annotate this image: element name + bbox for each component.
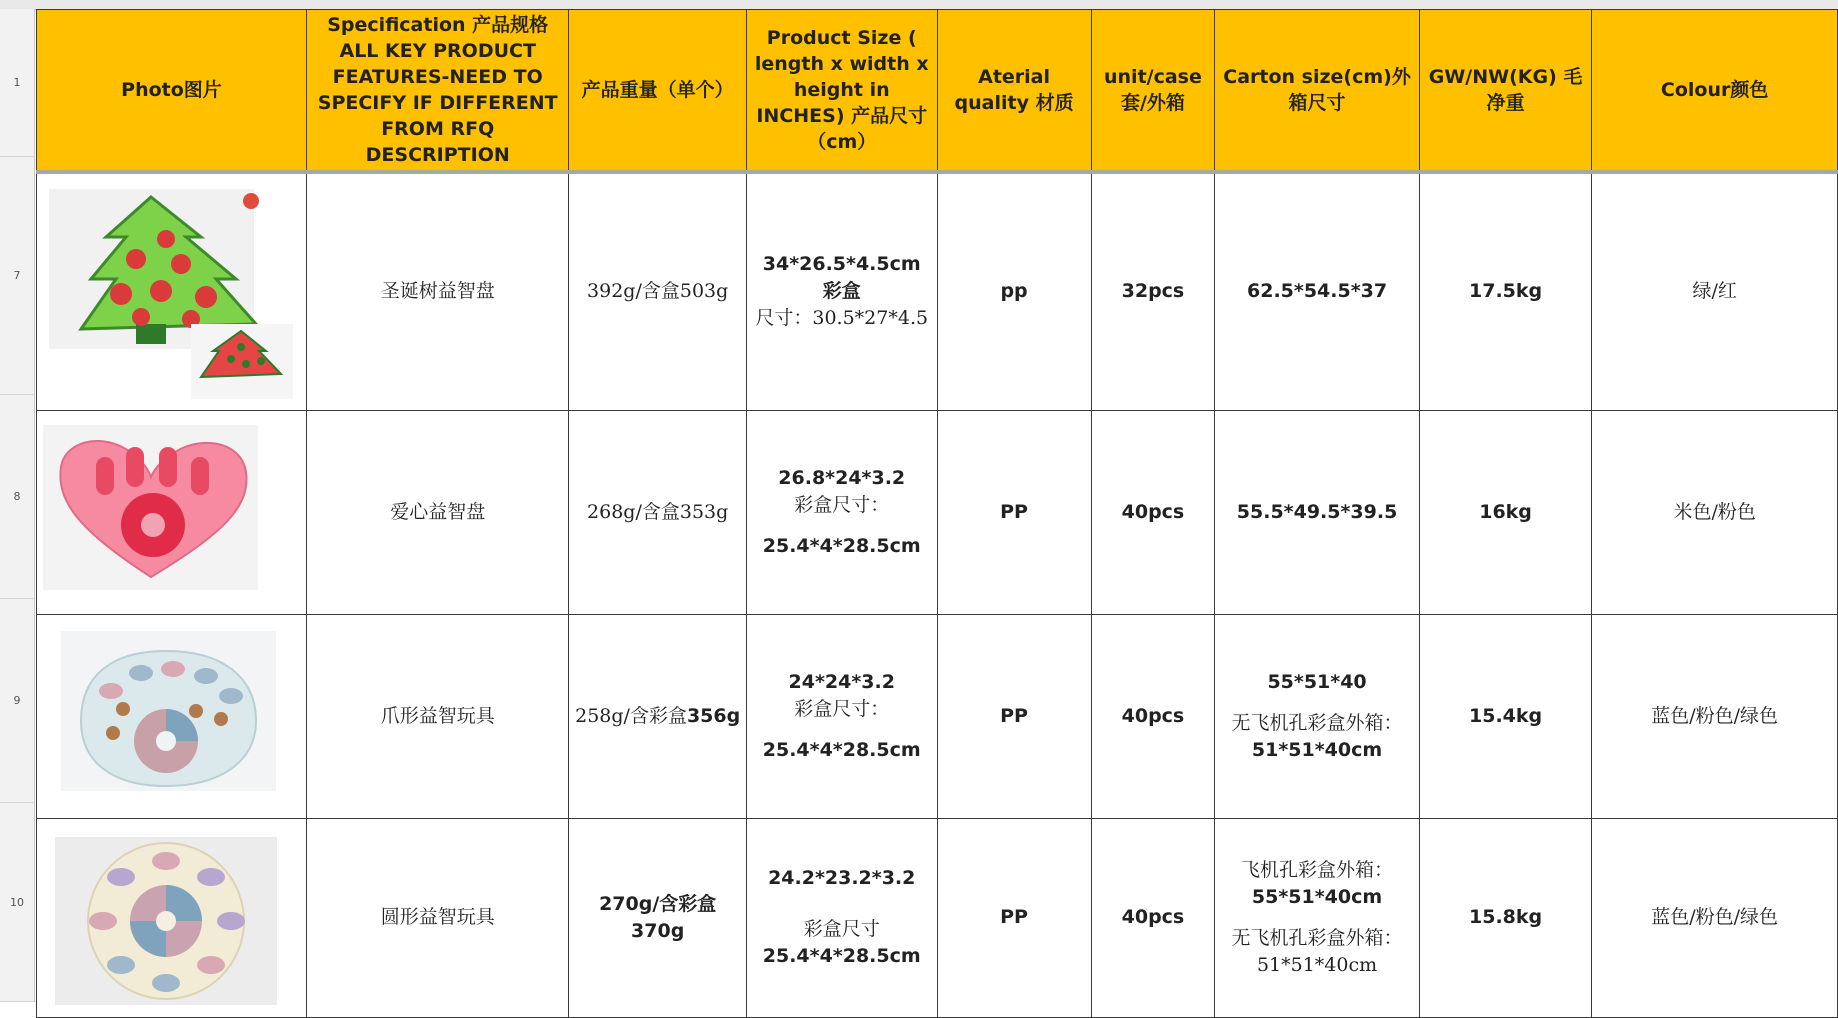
carton-cell[interactable] — [1215, 818, 1420, 1017]
spec-cell[interactable]: 爱心益智盘 — [306, 410, 568, 614]
spacer — [1219, 911, 1415, 925]
header-spec[interactable]: Specification 产品规格 ALL KEY PRODUCT FEATURES-NEED TO SPECIFY IF DIFFERENT FROM RFQ DESCRIPTION — [306, 10, 568, 173]
size-line: 25.4*4*28.5cm — [762, 534, 921, 557]
size-line: 彩盒尺寸： — [794, 697, 890, 720]
row-number[interactable]: 1 — [0, 9, 35, 157]
carton-line: 51*51*40cm — [1256, 953, 1378, 976]
colour-cell[interactable]: 米色/粉色 — [1592, 410, 1838, 614]
header-unit[interactable]: unit/case 套/外箱 — [1091, 10, 1215, 173]
weight-cell[interactable]: 392g/含盒503g — [569, 172, 746, 410]
header-colour[interactable]: Colour颜色 — [1592, 10, 1838, 173]
unit-cell[interactable]: 32pcs — [1091, 172, 1215, 410]
header-material[interactable]: Aterial quality 材质 — [937, 10, 1091, 173]
gw-cell[interactable]: 15.8kg — [1419, 818, 1592, 1017]
paw-puzzle-feeder-icon — [41, 621, 301, 811]
size-line: 25.4*4*28.5cm — [762, 738, 921, 761]
size-line: 24*24*3.2 — [788, 670, 895, 693]
material-cell[interactable]: PP — [937, 614, 1091, 818]
carton-line: 55*51*40 — [1267, 670, 1367, 693]
spreadsheet-table — [36, 9, 1838, 1018]
weight-cell[interactable]: 270g/含彩盒370g — [569, 818, 746, 1017]
photo-cell[interactable] — [37, 410, 307, 614]
table-row — [37, 172, 1838, 410]
gw-cell[interactable]: 17.5kg — [1419, 172, 1592, 410]
spacer — [1219, 696, 1415, 710]
weight-cell[interactable] — [569, 614, 746, 818]
material-cell[interactable]: PP — [937, 818, 1091, 1017]
size-line: 尺寸：30.5*27*4.5 — [755, 307, 929, 330]
carton-line: 51*51*40cm — [1251, 738, 1383, 761]
size-cell[interactable] — [746, 172, 937, 410]
table-row — [37, 614, 1838, 818]
spec-cell[interactable]: 圣诞树益智盘 — [306, 172, 568, 410]
round-puzzle-feeder-icon — [41, 825, 301, 1010]
photo-cell[interactable] — [37, 172, 307, 410]
size-line: 34*26.5*4.5cm 彩盒 — [762, 253, 921, 303]
carton-line: 55*51*40cm — [1251, 885, 1383, 908]
size-line: 25.4*4*28.5cm — [762, 945, 921, 967]
row-number[interactable]: 10 — [0, 803, 35, 1002]
unit-cell[interactable]: 40pcs — [1091, 410, 1215, 614]
spec-cell[interactable]: 圆形益智玩具 — [306, 818, 568, 1017]
spacer — [751, 723, 933, 737]
spec-cell[interactable]: 爪形益智玩具 — [306, 614, 568, 818]
gw-cell[interactable]: 16kg — [1419, 410, 1592, 614]
material-cell[interactable]: pp — [937, 172, 1091, 410]
size-cell[interactable] — [746, 614, 937, 818]
spacer — [751, 892, 933, 916]
header-gw[interactable]: GW/NW(KG) 毛净重 — [1419, 10, 1592, 173]
row-number[interactable]: 9 — [0, 599, 35, 803]
header-photo[interactable]: Photo图片 — [37, 10, 307, 173]
colour-cell[interactable]: 蓝色/粉色/绿色 — [1592, 818, 1838, 1017]
size-line: 彩盒尺寸： — [794, 493, 890, 516]
unit-cell[interactable]: 40pcs — [1091, 818, 1215, 1017]
size-line: 24.2*23.2*3.2 — [768, 867, 916, 889]
colour-cell[interactable]: 绿/红 — [1592, 172, 1838, 410]
christmas-tree-puzzle-feeder-icon — [41, 179, 301, 404]
weight-cell[interactable]: 268g/含盒353g — [569, 410, 746, 614]
carton-line: 无飞机孔彩盒外箱： — [1231, 926, 1403, 949]
carton-line: 飞机孔彩盒外箱： — [1241, 858, 1394, 881]
header-carton[interactable]: Carton size(cm)外箱尺寸 — [1215, 10, 1420, 173]
photo-cell[interactable] — [37, 818, 307, 1017]
carton-cell[interactable]: 55.5*49.5*39.5 — [1215, 410, 1420, 614]
header-size[interactable]: Product Size ( length x width x height in INCHES) 产品尺寸（cm） — [746, 10, 937, 173]
header-weight[interactable]: 产品重量（单个） — [569, 10, 746, 173]
carton-line: 无飞机孔彩盒外箱： — [1231, 711, 1403, 734]
gw-cell[interactable]: 15.4kg — [1419, 614, 1592, 818]
carton-cell[interactable]: 62.5*54.5*37 — [1215, 172, 1420, 410]
unit-cell[interactable]: 40pcs — [1091, 614, 1215, 818]
header-row — [37, 10, 1838, 173]
material-cell[interactable]: PP — [937, 410, 1091, 614]
weight-part: 258g/含彩盒 — [575, 704, 687, 727]
colour-cell[interactable]: 蓝色/粉色/绿色 — [1592, 614, 1838, 818]
size-line: 26.8*24*3.2 — [778, 466, 906, 489]
weight-part: 356g — [686, 704, 741, 727]
row-number[interactable]: 7 — [0, 157, 35, 395]
row-number[interactable]: 8 — [0, 395, 35, 599]
carton-cell[interactable] — [1215, 614, 1420, 818]
spacer — [751, 519, 933, 533]
table-row — [37, 410, 1838, 614]
heart-puzzle-feeder-icon — [41, 417, 301, 607]
photo-cell[interactable] — [37, 614, 307, 818]
size-line: 彩盒尺寸 — [803, 918, 880, 940]
table-row — [37, 818, 1838, 1017]
size-cell[interactable] — [746, 410, 937, 614]
size-cell[interactable] — [746, 818, 937, 1017]
